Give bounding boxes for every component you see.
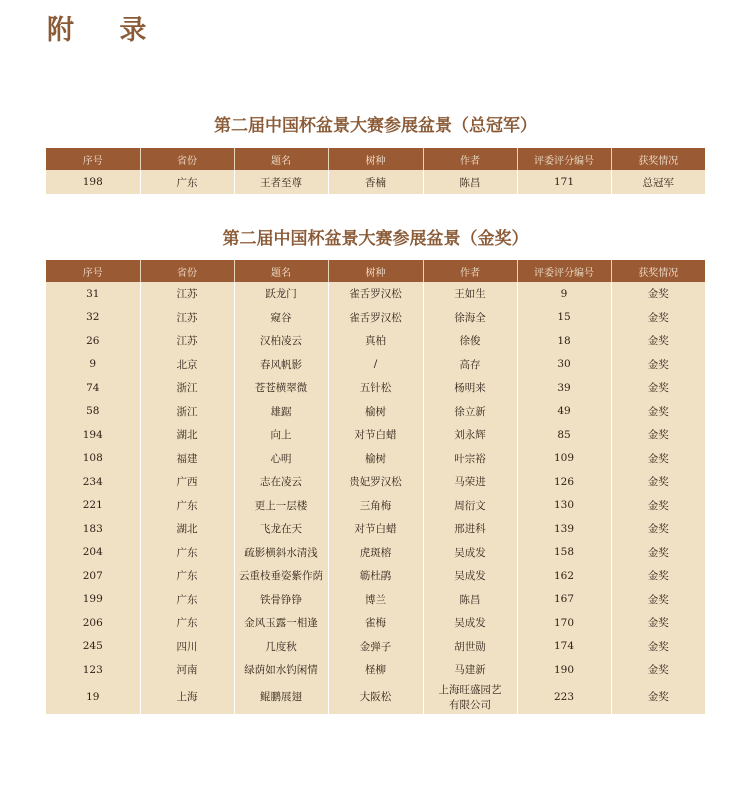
cell-serial-number: 198 xyxy=(46,170,140,194)
cell-tree-species: 簕杜鹃 xyxy=(328,564,423,588)
cell-tree-species: 五针松 xyxy=(328,376,423,400)
cell-province: 福建 xyxy=(140,447,234,471)
cell-title: 铁骨铮铮 xyxy=(234,588,328,612)
cell-score-number: 171 xyxy=(517,170,611,194)
table-row xyxy=(46,658,705,682)
table-row xyxy=(46,400,705,424)
cell-score-number: 15 xyxy=(517,306,611,330)
cell-award: 金奖 xyxy=(611,564,705,588)
table-row xyxy=(46,635,705,659)
cell-award: 金奖 xyxy=(611,635,705,659)
cell-award: 金奖 xyxy=(611,682,705,714)
cell-score-number: 223 xyxy=(517,682,611,714)
cell-author: 吴成发 xyxy=(423,564,517,588)
cell-score-number: 18 xyxy=(517,329,611,353)
cell-author: 高存 xyxy=(423,353,517,377)
column-header-tree-species: 树种 xyxy=(328,260,423,282)
cell-author: 陈昌 xyxy=(423,588,517,612)
column-header-author: 作者 xyxy=(423,260,517,282)
cell-province: 广东 xyxy=(140,541,234,565)
cell-score-number: 170 xyxy=(517,611,611,635)
cell-title: 雄踞 xyxy=(234,400,328,424)
table-row xyxy=(46,282,705,306)
cell-tree-species: 金弹子 xyxy=(328,635,423,659)
cell-award: 金奖 xyxy=(611,400,705,424)
cell-province: 湖北 xyxy=(140,423,234,447)
cell-title: 心明 xyxy=(234,447,328,471)
cell-title: 绿荫如水钓闲情 xyxy=(234,658,328,682)
cell-title: 金风玉露一相逢 xyxy=(234,611,328,635)
table-row xyxy=(46,423,705,447)
cell-title: 鲲鹏展翅 xyxy=(234,682,328,714)
cell-serial-number: 206 xyxy=(46,611,140,635)
cell-award: 金奖 xyxy=(611,588,705,612)
column-header-author: 作者 xyxy=(423,148,517,170)
cell-award: 金奖 xyxy=(611,470,705,494)
cell-serial-number: 123 xyxy=(46,658,140,682)
cell-province: 浙江 xyxy=(140,400,234,424)
cell-author: 周衍文 xyxy=(423,494,517,518)
column-header-title: 题名 xyxy=(234,260,328,282)
table-row xyxy=(46,588,705,612)
cell-serial-number: 74 xyxy=(46,376,140,400)
cell-tree-species: 真柏 xyxy=(328,329,423,353)
cell-title: 几度秋 xyxy=(234,635,328,659)
champion-table xyxy=(46,148,705,194)
cell-tree-species: 虎斑榕 xyxy=(328,541,423,565)
cell-title: 跃龙门 xyxy=(234,282,328,306)
column-header-score-number: 评委评分编号 xyxy=(517,148,611,170)
table-row xyxy=(46,353,705,377)
table-row xyxy=(46,541,705,565)
column-header-award: 获奖情况 xyxy=(611,148,705,170)
table-row xyxy=(46,517,705,541)
cell-tree-species: / xyxy=(328,353,423,377)
cell-author: 马建新 xyxy=(423,658,517,682)
cell-province: 河南 xyxy=(140,658,234,682)
cell-author: 叶宗裕 xyxy=(423,447,517,471)
table-row xyxy=(46,682,705,714)
table-row xyxy=(46,170,705,194)
cell-province: 广东 xyxy=(140,170,234,194)
cell-tree-species: 雀梅 xyxy=(328,611,423,635)
cell-province: 广西 xyxy=(140,470,234,494)
cell-score-number: 126 xyxy=(517,470,611,494)
cell-province: 江苏 xyxy=(140,306,234,330)
cell-author: 胡世勋 xyxy=(423,635,517,659)
page-heading: 附 录 xyxy=(47,15,165,46)
cell-score-number: 9 xyxy=(517,282,611,306)
column-header-score-number: 评委评分编号 xyxy=(517,260,611,282)
table-row xyxy=(46,306,705,330)
cell-serial-number: 194 xyxy=(46,423,140,447)
cell-tree-species: 榆树 xyxy=(328,400,423,424)
cell-title: 疏影横斜水清浅 xyxy=(234,541,328,565)
section-title-gold: 第二届中国杯盆景大赛参展盆景（金奖） xyxy=(222,229,529,249)
cell-tree-species: 雀舌罗汉松 xyxy=(328,282,423,306)
cell-award: 金奖 xyxy=(611,494,705,518)
table-row xyxy=(46,494,705,518)
column-header-province: 省份 xyxy=(140,260,234,282)
cell-author: 吴成发 xyxy=(423,611,517,635)
cell-score-number: 167 xyxy=(517,588,611,612)
cell-author: 马荣进 xyxy=(423,470,517,494)
cell-province: 湖北 xyxy=(140,517,234,541)
cell-tree-species: 三角梅 xyxy=(328,494,423,518)
cell-title: 更上一层楼 xyxy=(234,494,328,518)
cell-tree-species: 博兰 xyxy=(328,588,423,612)
column-header-title: 题名 xyxy=(234,148,328,170)
cell-award: 金奖 xyxy=(611,611,705,635)
cell-award: 金奖 xyxy=(611,423,705,447)
cell-title: 窥谷 xyxy=(234,306,328,330)
cell-author: 吴成发 xyxy=(423,541,517,565)
column-header-province: 省份 xyxy=(140,148,234,170)
cell-score-number: 139 xyxy=(517,517,611,541)
gold-award-table xyxy=(46,260,705,714)
section-title-champion: 第二届中国杯盆景大赛参展盆景（总冠军） xyxy=(214,116,537,136)
cell-author: 杨明来 xyxy=(423,376,517,400)
cell-title: 云重枝垂姿紫作荫 xyxy=(234,564,328,588)
cell-tree-species: 对节白蜡 xyxy=(328,423,423,447)
cell-award: 总冠军 xyxy=(611,170,705,194)
column-header-award: 获奖情况 xyxy=(611,260,705,282)
cell-author: 上海旺盛园艺有限公司 xyxy=(423,682,517,714)
cell-serial-number: 183 xyxy=(46,517,140,541)
cell-title: 向上 xyxy=(234,423,328,447)
cell-author: 王如生 xyxy=(423,282,517,306)
cell-province: 浙江 xyxy=(140,376,234,400)
cell-award: 金奖 xyxy=(611,282,705,306)
table-row xyxy=(46,611,705,635)
cell-province: 上海 xyxy=(140,682,234,714)
cell-province: 广东 xyxy=(140,494,234,518)
cell-author: 陈昌 xyxy=(423,170,517,194)
cell-tree-species: 雀舌罗汉松 xyxy=(328,306,423,330)
cell-serial-number: 26 xyxy=(46,329,140,353)
cell-tree-species: 榆树 xyxy=(328,447,423,471)
cell-score-number: 30 xyxy=(517,353,611,377)
cell-score-number: 39 xyxy=(517,376,611,400)
cell-award: 金奖 xyxy=(611,517,705,541)
cell-tree-species: 大阪松 xyxy=(328,682,423,714)
cell-score-number: 130 xyxy=(517,494,611,518)
cell-province: 四川 xyxy=(140,635,234,659)
cell-award: 金奖 xyxy=(611,306,705,330)
cell-serial-number: 245 xyxy=(46,635,140,659)
cell-serial-number: 58 xyxy=(46,400,140,424)
cell-province: 北京 xyxy=(140,353,234,377)
cell-award: 金奖 xyxy=(611,353,705,377)
cell-award: 金奖 xyxy=(611,329,705,353)
cell-score-number: 85 xyxy=(517,423,611,447)
cell-tree-species: 贵妃罗汉松 xyxy=(328,470,423,494)
cell-author: 徐俊 xyxy=(423,329,517,353)
cell-serial-number: 199 xyxy=(46,588,140,612)
cell-score-number: 49 xyxy=(517,400,611,424)
cell-tree-species: 对节白蜡 xyxy=(328,517,423,541)
cell-title: 飞龙在天 xyxy=(234,517,328,541)
cell-serial-number: 19 xyxy=(46,682,140,714)
cell-serial-number: 9 xyxy=(46,353,140,377)
cell-province: 广东 xyxy=(140,564,234,588)
cell-author: 刘永辉 xyxy=(423,423,517,447)
cell-province: 江苏 xyxy=(140,282,234,306)
cell-title: 王者至尊 xyxy=(234,170,328,194)
table-row xyxy=(46,329,705,353)
cell-tree-species: 柽柳 xyxy=(328,658,423,682)
cell-score-number: 109 xyxy=(517,447,611,471)
cell-serial-number: 31 xyxy=(46,282,140,306)
table-row xyxy=(46,376,705,400)
cell-serial-number: 207 xyxy=(46,564,140,588)
cell-score-number: 190 xyxy=(517,658,611,682)
cell-serial-number: 204 xyxy=(46,541,140,565)
cell-score-number: 174 xyxy=(517,635,611,659)
cell-province: 江苏 xyxy=(140,329,234,353)
cell-serial-number: 32 xyxy=(46,306,140,330)
cell-serial-number: 108 xyxy=(46,447,140,471)
column-header-tree-species: 树种 xyxy=(328,148,423,170)
cell-score-number: 162 xyxy=(517,564,611,588)
column-header-serial-number: 序号 xyxy=(46,148,140,170)
cell-serial-number: 234 xyxy=(46,470,140,494)
cell-author: 徐立新 xyxy=(423,400,517,424)
table-header-row xyxy=(46,260,705,282)
cell-award: 金奖 xyxy=(611,376,705,400)
cell-author: 徐海全 xyxy=(423,306,517,330)
cell-title: 苍苍横翠微 xyxy=(234,376,328,400)
cell-province: 广东 xyxy=(140,588,234,612)
table-row xyxy=(46,564,705,588)
cell-title: 汉柏凌云 xyxy=(234,329,328,353)
cell-title: 志在凌云 xyxy=(234,470,328,494)
cell-score-number: 158 xyxy=(517,541,611,565)
cell-award: 金奖 xyxy=(611,447,705,471)
table-header-row xyxy=(46,148,705,170)
cell-serial-number: 221 xyxy=(46,494,140,518)
table-row xyxy=(46,447,705,471)
column-header-serial-number: 序号 xyxy=(46,260,140,282)
table-row xyxy=(46,470,705,494)
cell-province: 广东 xyxy=(140,611,234,635)
cell-tree-species: 香楠 xyxy=(328,170,423,194)
cell-award: 金奖 xyxy=(611,541,705,565)
cell-award: 金奖 xyxy=(611,658,705,682)
cell-author: 邢进科 xyxy=(423,517,517,541)
cell-title: 春风帆影 xyxy=(234,353,328,377)
